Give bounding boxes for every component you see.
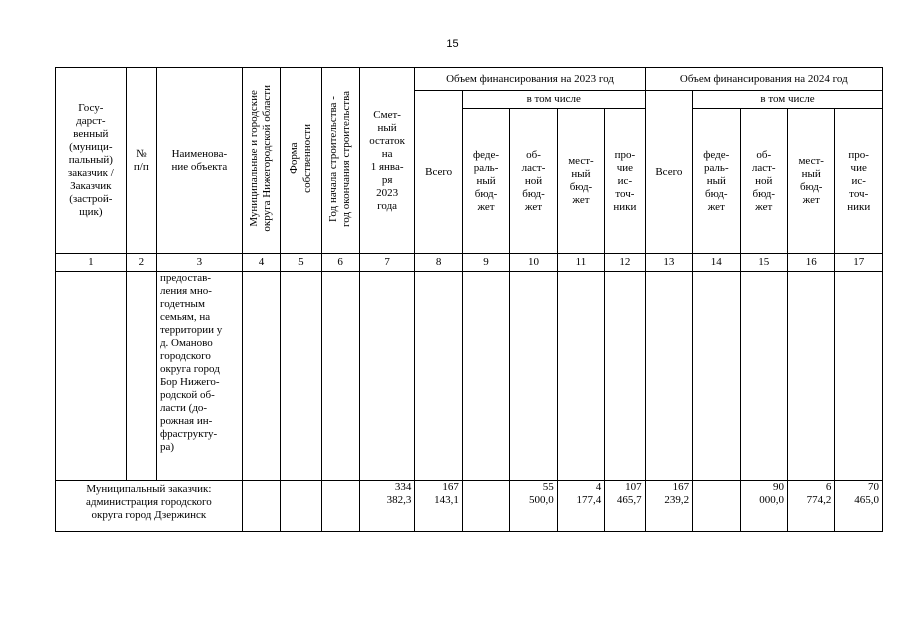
cell-empty [462, 272, 509, 481]
cell-empty [242, 481, 280, 532]
header-ownership [281, 68, 321, 254]
header-municipality [242, 68, 280, 254]
page-number: 15 [446, 38, 459, 50]
cell-empty [605, 272, 645, 481]
header-federal-2023: феде- раль- ный бюд- жет [462, 109, 509, 254]
cell-empty [693, 272, 740, 481]
header-number: № п/п [126, 68, 156, 254]
column-number: 15 [740, 254, 787, 272]
summary-regional-2024: 90 000,0 [740, 481, 787, 532]
cell-empty [740, 272, 787, 481]
cell-number [126, 272, 156, 481]
column-number: 7 [359, 254, 415, 272]
header-other-2024: про- чие ис- точ- ники [835, 109, 883, 254]
header-estimate-balance: Смет- ный остаток на 1 янва- ря 2023 года [359, 68, 415, 254]
summary-customer-label: Муниципальный заказчик: администрация городского округа город Дзержинск [56, 481, 243, 532]
cell-empty [787, 272, 834, 481]
funding-table [55, 67, 883, 532]
column-number: 1 [56, 254, 127, 272]
header-other-2023: про- чие ис- точ- ники [605, 109, 645, 254]
column-number: 6 [321, 254, 359, 272]
header-years-text: Год начала строительства - год окончания строительства [327, 90, 353, 227]
cell-empty [321, 272, 359, 481]
cell-empty [835, 272, 883, 481]
summary-other-2024: 70 465,0 [835, 481, 883, 532]
header-federal-2024: феде- раль- ный бюд- жет [693, 109, 740, 254]
header-regional-2024: об- ласт- ной бюд- жет [740, 109, 787, 254]
column-number: 16 [787, 254, 834, 272]
column-number: 5 [281, 254, 321, 272]
header-customer: Госу- дарст- венный (муници- пальный) заказчик / Заказчик (застрой- щик) [56, 68, 127, 254]
header-ownership-text: Форма собственности [287, 124, 313, 193]
header-total-2024: Всего [645, 91, 692, 254]
header-object-name: Наименова- ние объекта [156, 68, 242, 254]
header-local-2024: мест- ный бюд- жет [787, 109, 834, 254]
header-municipality-text: Муниципальные и городские округа Нижегородской области [248, 85, 274, 232]
header-row-1 [56, 68, 883, 91]
column-number: 13 [645, 254, 692, 272]
header-including-2023: в том числе [462, 91, 645, 109]
cell-empty [281, 481, 321, 532]
column-number: 17 [835, 254, 883, 272]
header-regional-2023: об- ласт- ной бюд- жет [510, 109, 557, 254]
table-row-object [56, 272, 883, 481]
cell-empty [242, 272, 280, 481]
summary-local-2024: 6 774,2 [787, 481, 834, 532]
column-number: 3 [156, 254, 242, 272]
header-including-2024: в том числе [693, 91, 883, 109]
cell-empty [359, 272, 415, 481]
summary-total-2023: 167 143,1 [415, 481, 462, 532]
column-numbers-row [56, 254, 883, 272]
header-years [321, 68, 359, 254]
cell-empty [415, 272, 462, 481]
column-number: 4 [242, 254, 280, 272]
column-number: 9 [462, 254, 509, 272]
summary-regional-2023: 55 500,0 [510, 481, 557, 532]
cell-customer [56, 272, 127, 481]
column-number: 2 [126, 254, 156, 272]
header-total-2023: Всего [415, 91, 462, 254]
summary-other-2023: 107 465,7 [605, 481, 645, 532]
summary-federal-2023 [462, 481, 509, 532]
column-number: 14 [693, 254, 740, 272]
header-funding-2023: Объем финансирования на 2023 год [415, 68, 645, 91]
cell-empty [510, 272, 557, 481]
summary-federal-2024 [693, 481, 740, 532]
cell-empty [281, 272, 321, 481]
column-number: 12 [605, 254, 645, 272]
summary-total-2024: 167 239,2 [645, 481, 692, 532]
table-row-summary [56, 481, 883, 532]
header-local-2023: мест- ный бюд- жет [557, 109, 604, 254]
cell-empty [557, 272, 604, 481]
column-number: 8 [415, 254, 462, 272]
column-number: 10 [510, 254, 557, 272]
cell-empty [645, 272, 692, 481]
column-number: 11 [557, 254, 604, 272]
cell-empty [321, 481, 359, 532]
cell-object-name: предостав- ления мно- годетным семьям, на территории у д. Оманово городского округа город Бор Нижего- родской об- ласти (до- рожная ин- фраструкту- ра) [156, 272, 242, 481]
summary-local-2023: 4 177,4 [557, 481, 604, 532]
header-funding-2024: Объем финансирования на 2024 год [645, 68, 882, 91]
summary-estimate-balance: 334 382,3 [359, 481, 415, 532]
